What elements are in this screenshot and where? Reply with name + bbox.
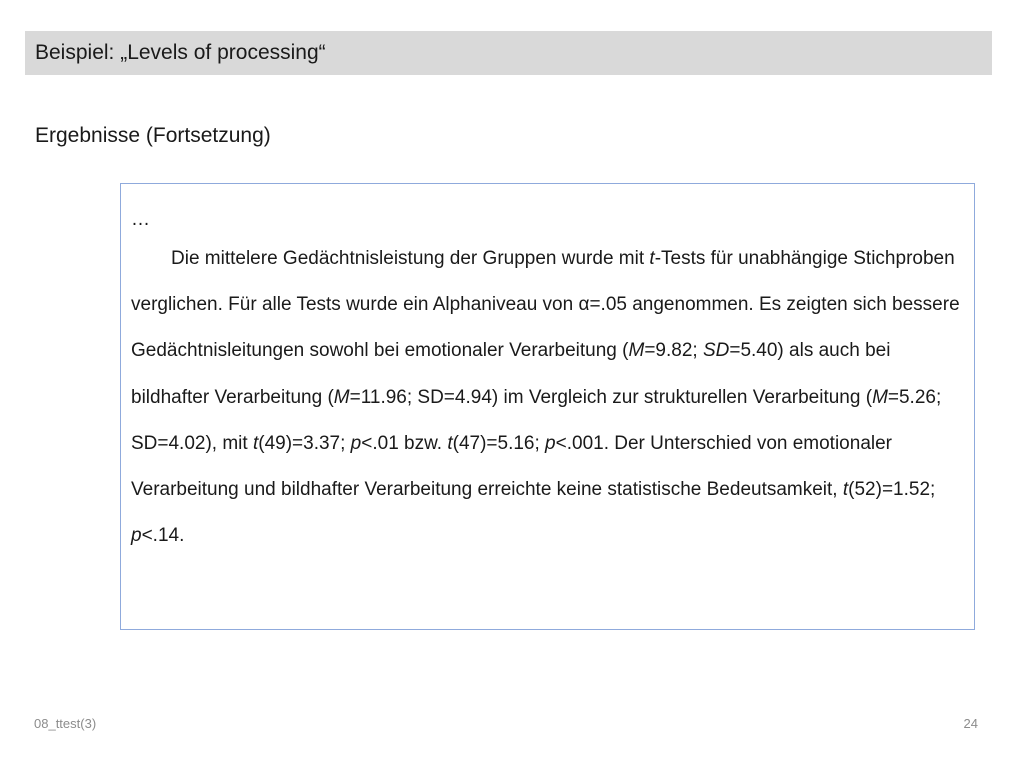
- title-bar: [25, 31, 992, 75]
- stat-symbol-t: t: [447, 432, 453, 454]
- results-paragraph: [131, 236, 961, 559]
- text-run: -Tests für unabhängige Stichproben verglichen. Für alle Tests wurde ein Alphaniveau von α=.05 angenommen. Es zeigten sich bessere Gedächtnisleitungen sowohl bei emotionaler Verarbeitung (: [131, 248, 960, 362]
- text-run: (47)=5.16;: [452, 432, 546, 454]
- stat-symbol-p: p: [545, 432, 556, 454]
- text-run: <.001. Der Unterschied von emotionaler Verarbeitung und bildhafter Verarbeitung erreichte keine statistische Bedeutsamkeit,: [131, 432, 893, 501]
- stat-symbol-t: t: [252, 432, 259, 454]
- section-heading: Ergebnisse (Fortsetzung): [35, 124, 271, 147]
- text-run: =5.26; SD=4.02), mit: [131, 386, 942, 454]
- text-run: (52)=1.52;: [848, 479, 936, 501]
- stat-symbol-m: M: [872, 386, 888, 408]
- text-run: Die mittelere Gedächtnisleistung der Gruppen wurde mit: [171, 248, 650, 269]
- page-number: 24: [963, 716, 978, 731]
- stat-symbol-t: t: [649, 248, 655, 269]
- stat-symbol-m: M: [333, 386, 350, 408]
- text-run: (49)=3.37;: [258, 432, 351, 454]
- stat-symbol-p: p: [131, 525, 142, 547]
- stat-symbol-p: p: [350, 432, 362, 454]
- text-run: <.14.: [141, 525, 185, 547]
- text-run: =9.82;: [644, 340, 703, 362]
- results-text: [131, 208, 961, 559]
- text-run: <.01 bzw.: [361, 432, 448, 454]
- ellipsis: …: [131, 209, 150, 230]
- text-run: =11.96; SD=4.94) im Vergleich zur strukturellen Verarbeitung (: [349, 386, 873, 408]
- results-text-box: [120, 183, 975, 630]
- slide-title: Beispiel: „Levels of processing“: [35, 41, 326, 64]
- stat-symbol-m: M: [628, 340, 645, 362]
- text-run: =5.40) als auch bei bildhafter Verarbeitung (: [131, 340, 891, 408]
- stat-symbol-sd: SD: [702, 340, 730, 362]
- footer-source: 08_ttest(3): [34, 716, 97, 731]
- stat-symbol-t: t: [842, 479, 849, 501]
